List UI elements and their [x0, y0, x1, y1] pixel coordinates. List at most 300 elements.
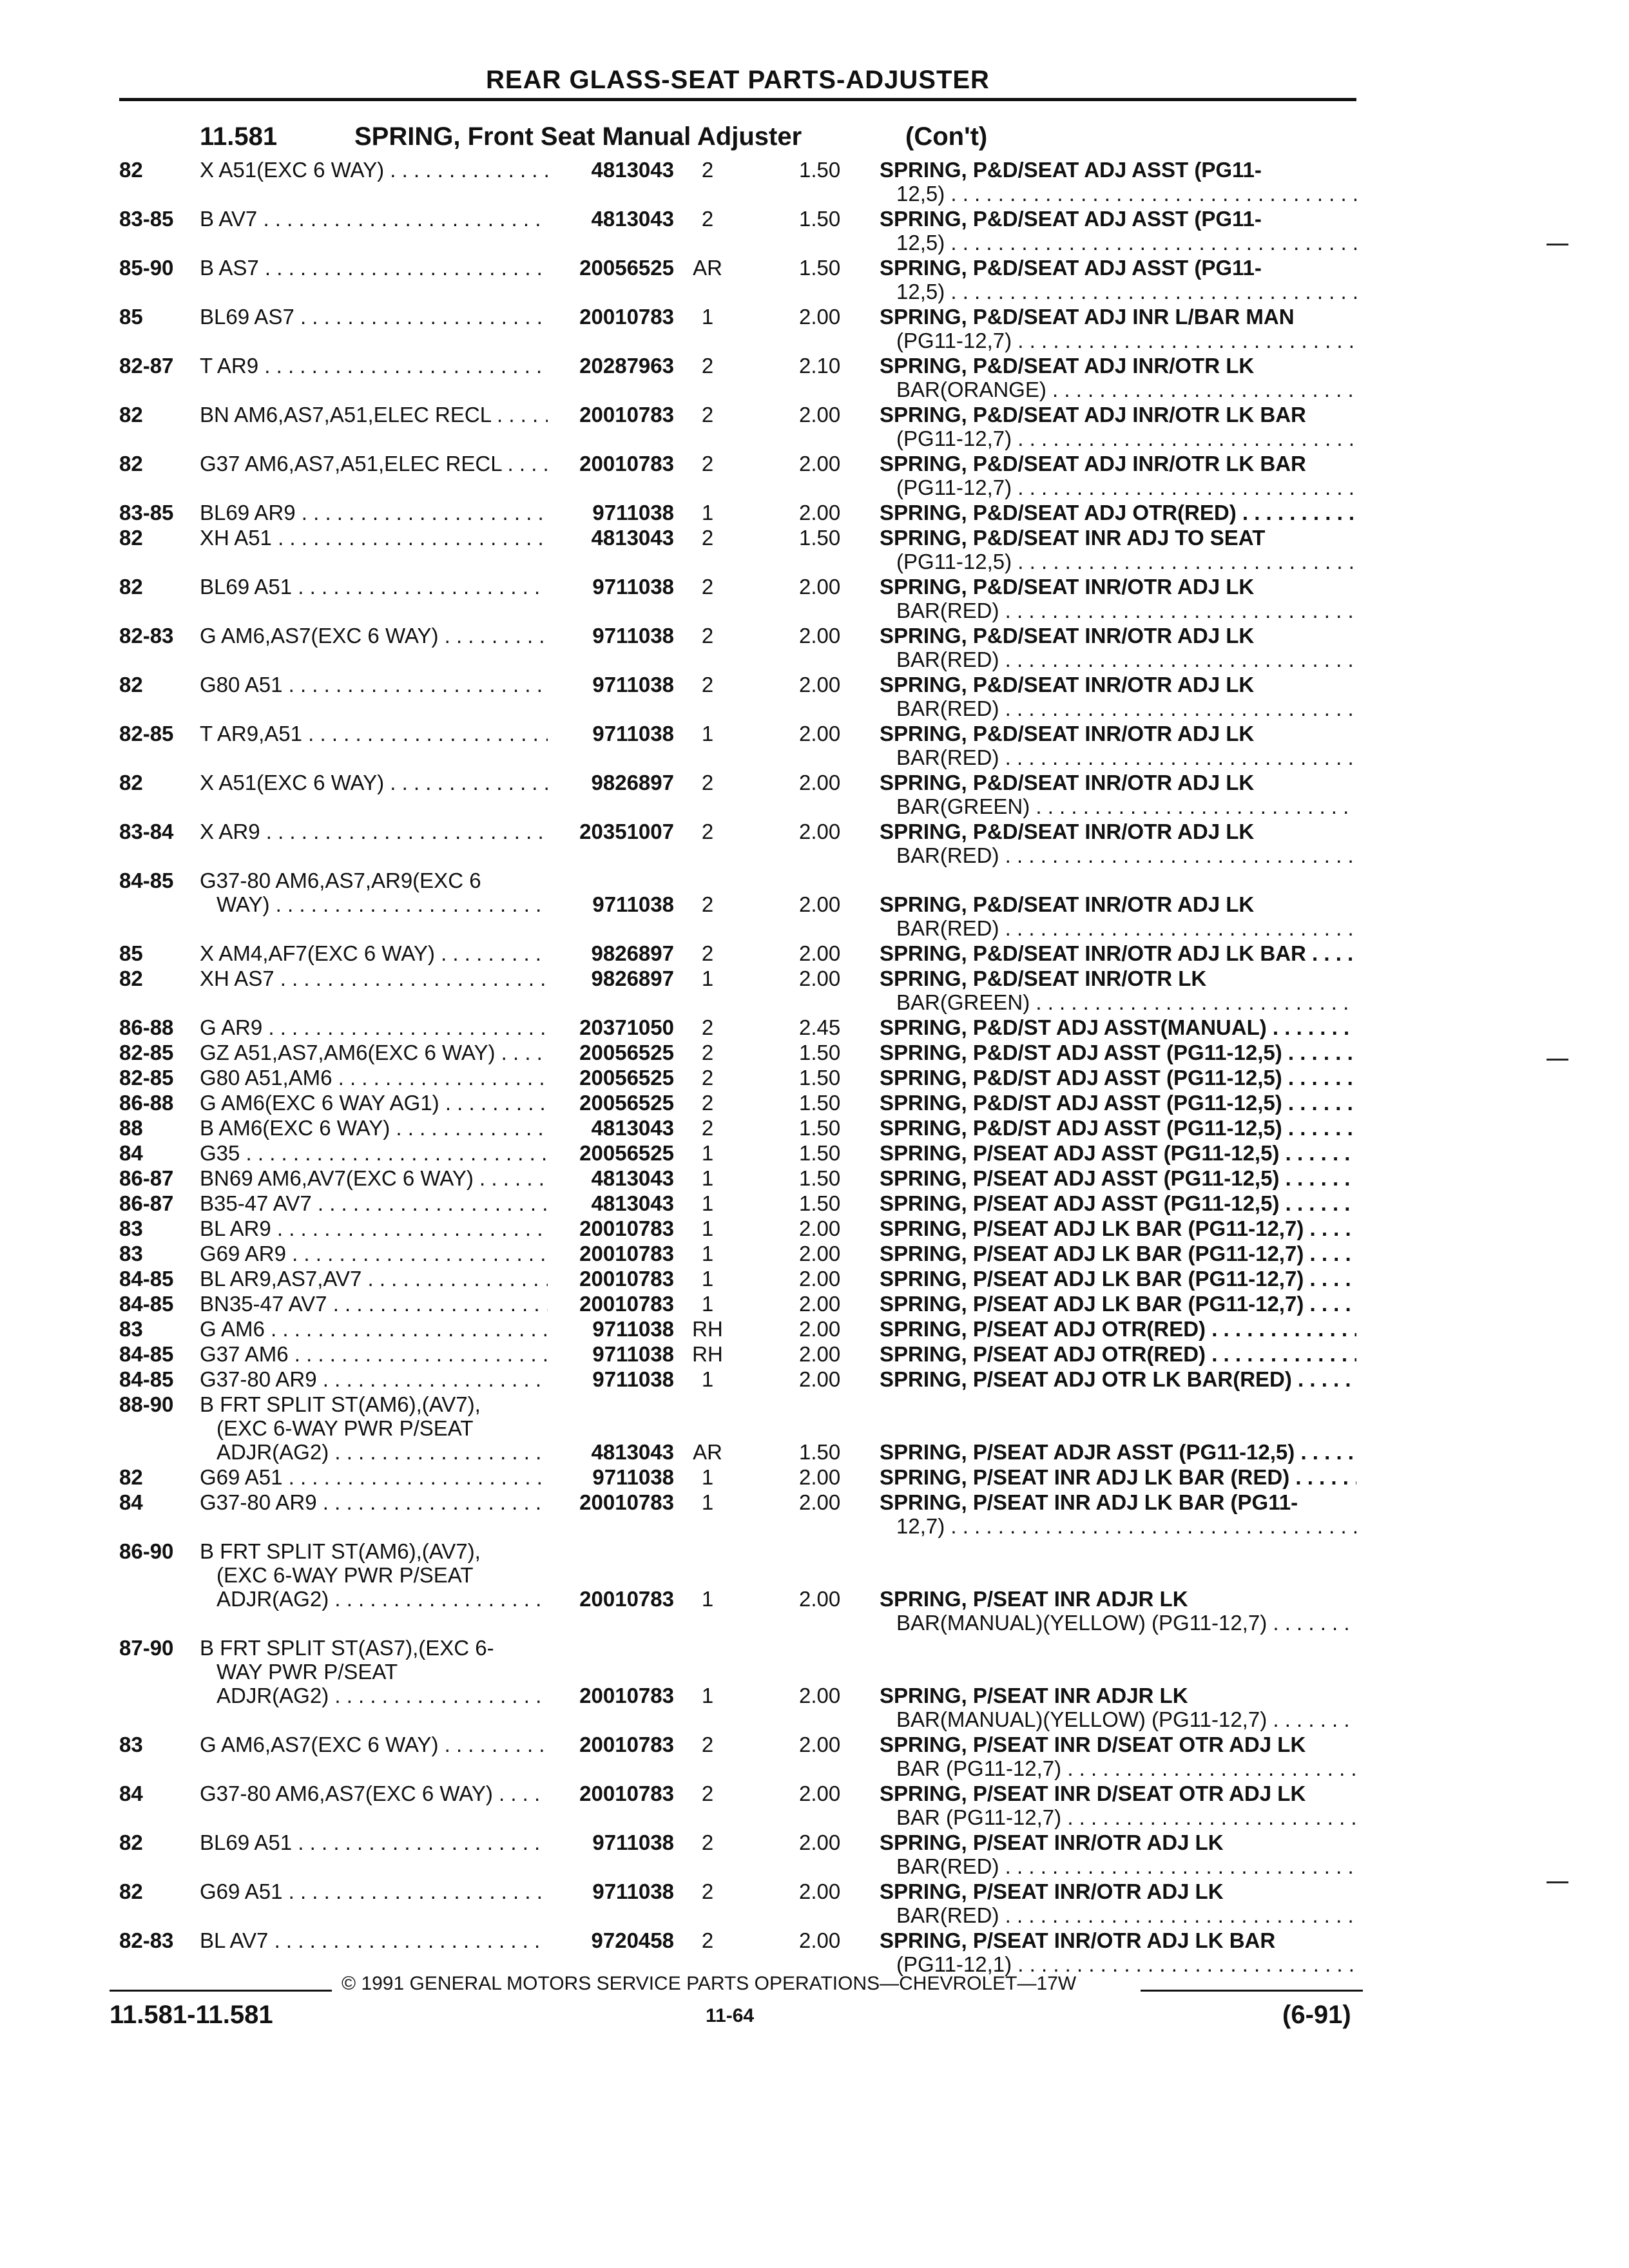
part-name-line: SPRING, P&D/SEAT ADJ INR/OTR LK BAR	[880, 403, 1306, 427]
part-name-line: SPRING, P/SEAT ADJ ASST (PG11-12,5) . . .	[880, 1166, 1356, 1190]
description-line: G37-80 AR9 . . .	[200, 1367, 548, 1391]
parts-row	[0, 1216, 1629, 1240]
quantity: 1	[701, 1367, 714, 1391]
description-line: WAY) . . .	[200, 892, 548, 916]
application-description	[200, 1831, 548, 1854]
parts-row	[0, 305, 1629, 352]
price: 1.50	[799, 158, 841, 182]
part-number: 20010783	[579, 1216, 674, 1240]
quantity: 1	[701, 966, 714, 990]
margin-mark	[1547, 244, 1568, 245]
part-number: 9711038	[592, 722, 674, 745]
parts-row	[0, 1317, 1629, 1341]
model-years: 82	[119, 673, 143, 697]
part-name-line: SPRING, P&D/SEAT INR/OTR ADJ LK	[880, 624, 1255, 648]
part-name-line: SPRING, P/SEAT INR D/SEAT OTR ADJ LK	[880, 1782, 1306, 1805]
application-description	[200, 1465, 548, 1489]
quantity: 2	[701, 1015, 714, 1039]
part-name-line: SPRING, P&D/SEAT ADJ ASST (PG11-	[880, 158, 1262, 182]
price: 2.00	[799, 966, 841, 990]
part-number: 4813043	[591, 1166, 674, 1190]
part-number: 20056525	[579, 256, 674, 280]
part-number: 20056525	[579, 1066, 674, 1090]
part-number: 20056525	[579, 1091, 674, 1115]
model-years: 87-90	[119, 1636, 174, 1660]
quantity: 2	[701, 452, 714, 476]
part-number: 9711038	[592, 1367, 674, 1391]
application-description	[200, 673, 548, 697]
part-number: 9711038	[592, 1831, 674, 1854]
quantity: 2	[701, 526, 714, 550]
description-line: G69 A51 . . .	[200, 1465, 548, 1489]
section-heading	[116, 122, 1360, 155]
application-description	[200, 966, 548, 990]
description-line: ADJR(AG2) . . .	[200, 1587, 548, 1611]
description-line: G AM6,AS7(EXC 6 WAY) . . .	[200, 1733, 548, 1756]
footer-date: (6-91)	[1282, 2001, 1351, 2029]
quantity: 1	[701, 501, 714, 524]
description-line: G69 AR9 . . .	[200, 1242, 548, 1265]
description-line: BL69 AR9 . . .	[200, 501, 548, 524]
quantity: 2	[701, 1879, 714, 1903]
part-name	[880, 1141, 1356, 1165]
part-name-line: (PG11-12,7) . . .	[880, 329, 1356, 352]
part-name	[880, 673, 1356, 720]
parts-row	[0, 1141, 1629, 1165]
application-description	[200, 624, 548, 648]
parts-row	[0, 1367, 1629, 1391]
part-number: 20010783	[579, 452, 674, 476]
price: 2.00	[799, 1317, 841, 1341]
description-line: G37 AM6,AS7,A51,ELEC RECL . . .	[200, 452, 548, 476]
description-line: G80 A51,AM6 . . .	[200, 1066, 548, 1090]
price: 2.00	[799, 1342, 841, 1366]
parts-row	[0, 1242, 1629, 1265]
quantity: 2	[701, 354, 714, 378]
quantity: 1	[701, 1166, 714, 1190]
application-description	[200, 305, 548, 329]
quantity: 1	[701, 1292, 714, 1316]
part-name-line: SPRING, P&D/SEAT INR ADJ TO SEAT	[880, 526, 1266, 550]
description-line: BL69 A51 . . .	[200, 575, 548, 599]
model-years: 82-85	[119, 722, 174, 745]
part-name-line: SPRING, P&D/ST ADJ ASST (PG11-12,5) . . .	[880, 1041, 1356, 1064]
part-name-line: SPRING, P/SEAT INR/OTR ADJ LK BAR	[880, 1928, 1276, 1952]
description-line: B35-47 AV7 . . .	[200, 1191, 548, 1215]
part-name-line: (PG11-12,7) . . .	[880, 427, 1356, 450]
application-description	[200, 1166, 548, 1190]
part-number: 9711038	[592, 1342, 674, 1366]
part-name-line: SPRING, P/SEAT INR ADJR LK	[880, 1587, 1188, 1611]
part-name-line: BAR(MANUAL)(YELLOW) (PG11-12,7) . . .	[880, 1707, 1356, 1731]
quantity: 2	[701, 1066, 714, 1090]
part-name-line: BAR (PG11-12,7) . . .	[880, 1756, 1356, 1780]
model-years: 82	[119, 452, 143, 476]
model-years: 85	[119, 305, 143, 329]
application-description	[200, 403, 548, 427]
part-name	[880, 1216, 1356, 1240]
description-line: WAY PWR P/SEAT	[217, 1660, 398, 1684]
parts-row	[0, 941, 1629, 965]
description-line: B AV7 . . .	[200, 207, 548, 231]
part-number: 9711038	[592, 1879, 674, 1903]
model-years: 83	[119, 1733, 143, 1756]
price: 2.00	[799, 452, 841, 476]
model-years: 82	[119, 1831, 143, 1854]
description-line: ADJR(AG2) . . .	[200, 1684, 548, 1707]
part-name-line: SPRING, P&D/SEAT ADJ ASST (PG11-	[880, 207, 1262, 231]
application-description	[200, 722, 548, 745]
part-number: 20010783	[579, 1242, 674, 1265]
part-name-line: SPRING, P&D/ST ADJ ASST (PG11-12,5) . . .	[880, 1091, 1356, 1115]
price: 1.50	[799, 526, 841, 550]
part-name-line: SPRING, P&D/SEAT ADJ INR L/BAR MAN	[880, 305, 1295, 329]
footer-section-range: 11.581-11.581	[110, 2001, 273, 2029]
description-line: BN AM6,AS7,A51,ELEC RECL . . .	[200, 403, 548, 427]
application-description	[200, 1342, 548, 1366]
price: 1.50	[799, 207, 841, 231]
price: 2.00	[799, 1831, 841, 1854]
price: 2.00	[799, 1928, 841, 1952]
part-number: 9826897	[591, 771, 674, 794]
description-line: X A51(EXC 6 WAY) . . .	[200, 158, 548, 182]
model-years: 85-90	[119, 256, 174, 280]
application-description	[200, 1242, 548, 1265]
application-description	[200, 1191, 548, 1215]
price: 2.00	[799, 941, 841, 965]
description-line: G37-80 AM6,AS7,AR9(EXC 6	[200, 869, 481, 892]
quantity: 2	[701, 158, 714, 182]
part-number: 4813043	[591, 158, 674, 182]
part-name	[880, 820, 1356, 867]
price: 2.00	[799, 673, 841, 697]
part-number: 9711038	[592, 892, 674, 916]
part-name-line: 12,5) . . .	[880, 182, 1356, 206]
price: 1.50	[799, 1166, 841, 1190]
application-description	[200, 1091, 548, 1115]
part-name-line: BAR (PG11-12,7) . . .	[880, 1805, 1356, 1829]
model-years: 88-90	[119, 1392, 174, 1416]
description-line: XH A51 . . .	[200, 526, 548, 550]
model-years: 82-83	[119, 1928, 174, 1952]
part-name-line: SPRING, P/SEAT INR ADJ LK BAR (RED) . . .	[880, 1465, 1356, 1489]
price: 2.00	[799, 1292, 841, 1316]
part-name	[880, 1831, 1356, 1878]
price: 2.00	[799, 1490, 841, 1514]
part-name-line: (PG11-12,1) . . .	[880, 1952, 1356, 1976]
part-name-line: BAR(RED) . . .	[880, 843, 1356, 867]
part-name	[880, 1041, 1356, 1064]
price: 1.50	[799, 1066, 841, 1090]
description-line: BL69 AS7 . . .	[200, 305, 548, 329]
model-years: 86-88	[119, 1015, 174, 1039]
description-line: BL AR9,AS7,AV7 . . .	[200, 1267, 548, 1291]
parts-row	[0, 1392, 1629, 1464]
quantity: 1	[701, 1684, 714, 1707]
part-name-line: SPRING, P/SEAT ADJ OTR LK BAR(RED) . . .	[880, 1367, 1356, 1391]
part-number: 20287963	[579, 354, 674, 378]
price: 2.00	[799, 624, 841, 648]
model-years: 82	[119, 575, 143, 599]
part-name-line: SPRING, P&D/SEAT INR/OTR LK	[880, 966, 1207, 990]
part-name-line: BAR(RED) . . .	[880, 916, 1356, 940]
part-name	[880, 575, 1356, 622]
description-line: X AR9 . . .	[200, 820, 548, 843]
part-name-line: SPRING, P/SEAT INR D/SEAT OTR ADJ LK	[880, 1733, 1306, 1756]
part-name	[880, 1317, 1356, 1341]
model-years: 82-83	[119, 624, 174, 648]
quantity: 1	[701, 1490, 714, 1514]
part-name	[880, 1242, 1356, 1265]
parts-row	[0, 1267, 1629, 1291]
parts-row	[0, 1636, 1629, 1731]
parts-row	[0, 869, 1629, 940]
part-name	[880, 1166, 1356, 1190]
part-name	[880, 1733, 1356, 1780]
price: 2.00	[799, 1879, 841, 1903]
part-name	[880, 1342, 1356, 1366]
application-description	[200, 1116, 548, 1140]
part-number: 20010783	[579, 1684, 674, 1707]
price: 1.50	[799, 1440, 841, 1464]
page-header: REAR GLASS-SEAT PARTS-ADJUSTER	[486, 66, 990, 94]
parts-row	[0, 403, 1629, 450]
quantity: 1	[701, 1465, 714, 1489]
parts-row	[0, 1292, 1629, 1316]
header-rule	[119, 98, 1356, 101]
application-description	[200, 452, 548, 476]
part-name	[880, 1490, 1356, 1538]
model-years: 83-84	[119, 820, 174, 843]
parts-row	[0, 820, 1629, 867]
part-name	[880, 1782, 1356, 1829]
description-line: B FRT SPLIT ST(AS7),(EXC 6-	[200, 1636, 494, 1660]
description-line: GZ A51,AS7,AM6(EXC 6 WAY) . . .	[200, 1041, 548, 1064]
part-number: 4813043	[591, 1191, 674, 1215]
section-title: SPRING, Front Seat Manual Adjuster	[354, 122, 802, 151]
description-line: X AM4,AF7(EXC 6 WAY) . . .	[200, 941, 548, 965]
part-number: 4813043	[591, 207, 674, 231]
price: 2.00	[799, 1367, 841, 1391]
application-description	[200, 1041, 548, 1064]
part-name-line: BAR(ORANGE) . . .	[880, 378, 1356, 401]
part-number: 20056525	[579, 1041, 674, 1064]
quantity: 2	[701, 624, 714, 648]
quantity: 1	[701, 1267, 714, 1291]
price: 1.50	[799, 256, 841, 280]
parts-row	[0, 1928, 1629, 1976]
parts-row	[0, 1116, 1629, 1140]
part-name	[880, 452, 1356, 499]
part-name	[880, 305, 1356, 352]
model-years: 83-85	[119, 501, 174, 524]
parts-row	[0, 966, 1629, 1014]
quantity: AR	[693, 256, 722, 280]
model-years: 82	[119, 526, 143, 550]
part-name-line: SPRING, P&D/SEAT INR/OTR ADJ LK BAR . . .	[880, 941, 1356, 965]
price: 2.00	[799, 403, 841, 427]
application-description	[200, 1539, 548, 1611]
price: 2.00	[799, 575, 841, 599]
price: 2.00	[799, 1782, 841, 1805]
application-description	[200, 158, 548, 182]
margin-mark	[1547, 1059, 1568, 1061]
part-name-line: SPRING, P/SEAT INR/OTR ADJ LK	[880, 1879, 1224, 1903]
description-line: G AM6 . . .	[200, 1317, 548, 1341]
model-years: 83	[119, 1216, 143, 1240]
price: 2.00	[799, 771, 841, 794]
quantity: 2	[701, 575, 714, 599]
price: 2.45	[799, 1015, 841, 1039]
parts-row	[0, 1342, 1629, 1366]
application-description	[200, 771, 548, 794]
part-name-line: SPRING, P/SEAT INR/OTR ADJ LK	[880, 1831, 1224, 1854]
part-name-line: 12,7) . . .	[880, 1514, 1356, 1538]
price: 2.00	[799, 1267, 841, 1291]
part-number: 20010783	[579, 1587, 674, 1611]
quantity: RH	[692, 1317, 723, 1341]
quantity: 2	[701, 1928, 714, 1952]
description-line: G37-80 AM6,AS7(EXC 6 WAY) . . .	[200, 1782, 548, 1805]
part-number: 9711038	[592, 1465, 674, 1489]
description-line: X A51(EXC 6 WAY) . . .	[200, 771, 548, 794]
application-description	[200, 1317, 548, 1341]
description-line: BL69 A51 . . .	[200, 1831, 548, 1854]
parts-row	[0, 624, 1629, 671]
part-name-line: SPRING, P&D/SEAT INR/OTR ADJ LK	[880, 820, 1255, 843]
part-name	[880, 1587, 1356, 1635]
parts-row	[0, 575, 1629, 622]
price: 1.50	[799, 1191, 841, 1215]
part-name-line: BAR(RED) . . .	[880, 697, 1356, 720]
model-years: 84-85	[119, 869, 174, 892]
application-description	[200, 1267, 548, 1291]
part-name	[880, 1066, 1356, 1090]
parts-row	[0, 1066, 1629, 1090]
part-name	[880, 1928, 1356, 1976]
part-name	[880, 722, 1356, 769]
part-name	[880, 771, 1356, 818]
description-line: BN69 AM6,AV7(EXC 6 WAY) . . .	[200, 1166, 548, 1190]
part-number: 9711038	[592, 575, 674, 599]
quantity: 2	[701, 1116, 714, 1140]
application-description	[200, 1015, 548, 1039]
parts-row	[0, 1782, 1629, 1829]
model-years: 86-90	[119, 1539, 174, 1563]
price: 2.00	[799, 820, 841, 843]
price: 1.50	[799, 1116, 841, 1140]
quantity: 2	[701, 1733, 714, 1756]
model-years: 82-87	[119, 354, 174, 378]
model-years: 82	[119, 1879, 143, 1903]
quantity: 1	[701, 1242, 714, 1265]
section-number: 11.581	[200, 122, 278, 151]
part-number: 20056525	[579, 1141, 674, 1165]
model-years: 82	[119, 403, 143, 427]
quantity: 2	[701, 941, 714, 965]
part-name-line: BAR(RED) . . .	[880, 648, 1356, 671]
parts-row	[0, 1015, 1629, 1039]
model-years: 84-85	[119, 1342, 174, 1366]
model-years: 86-87	[119, 1191, 174, 1215]
part-name-line: SPRING, P/SEAT INR ADJ LK BAR (PG11-	[880, 1490, 1298, 1514]
part-name	[880, 354, 1356, 401]
part-name-line: SPRING, P&D/SEAT INR/OTR ADJ LK	[880, 575, 1255, 599]
application-description	[200, 575, 548, 599]
application-description	[200, 869, 548, 916]
part-name	[880, 1116, 1356, 1140]
description-line: (EXC 6-WAY PWR P/SEAT	[217, 1416, 474, 1440]
part-name-line: BAR(GREEN) . . .	[880, 794, 1356, 818]
quantity: AR	[693, 1440, 722, 1464]
part-name	[880, 966, 1356, 1014]
quantity: 1	[701, 722, 714, 745]
description-line: BL AR9 . . .	[200, 1216, 548, 1240]
part-name-line: BAR(RED) . . .	[880, 1903, 1356, 1927]
part-name-line: SPRING, P&D/SEAT ADJ OTR(RED) . . .	[880, 501, 1356, 524]
price: 2.00	[799, 1684, 841, 1707]
quantity: 1	[701, 1216, 714, 1240]
parts-row	[0, 501, 1629, 524]
part-name-line: SPRING, P&D/SEAT INR/OTR ADJ LK	[880, 673, 1255, 697]
part-name	[880, 1879, 1356, 1927]
description-line: G80 A51 . . .	[200, 673, 548, 697]
part-name-line: SPRING, P/SEAT ADJ LK BAR (PG11-12,7) . . .	[880, 1216, 1356, 1240]
price: 2.00	[799, 1465, 841, 1489]
part-name-line: SPRING, P/SEAT INR ADJR LK	[880, 1684, 1188, 1707]
part-number: 20010783	[579, 1267, 674, 1291]
application-description	[200, 1636, 548, 1707]
part-name-line: BAR(RED) . . .	[880, 1854, 1356, 1878]
model-years: 84-85	[119, 1292, 174, 1316]
part-name-line: SPRING, P/SEAT ADJ OTR(RED) . . .	[880, 1342, 1356, 1366]
quantity: 2	[701, 1831, 714, 1854]
application-description	[200, 1292, 548, 1316]
parts-row	[0, 1490, 1629, 1538]
parts-row	[0, 673, 1629, 720]
application-description	[200, 1367, 548, 1391]
part-name-line: SPRING, P&D/SEAT INR/OTR ADJ LK	[880, 722, 1255, 745]
part-number: 4813043	[591, 1440, 674, 1464]
price: 2.00	[799, 892, 841, 916]
part-number: 20010783	[579, 1490, 674, 1514]
part-name	[880, 1267, 1356, 1291]
part-number: 20010783	[579, 1782, 674, 1805]
part-name-line: 12,5) . . .	[880, 231, 1356, 255]
application-description	[200, 1141, 548, 1165]
model-years: 83-85	[119, 207, 174, 231]
quantity: 2	[701, 207, 714, 231]
part-name-line: BAR(MANUAL)(YELLOW) (PG11-12,7) . . .	[880, 1611, 1356, 1635]
description-line: XH AS7 . . .	[200, 966, 548, 990]
parts-row	[0, 1091, 1629, 1115]
part-name	[880, 1015, 1356, 1039]
parts-row	[0, 771, 1629, 818]
parts-row	[0, 1465, 1629, 1489]
model-years: 85	[119, 941, 143, 965]
footer-page-number: 11-64	[706, 2005, 755, 2026]
part-number: 20010783	[579, 1733, 674, 1756]
model-years: 82	[119, 771, 143, 794]
quantity: 2	[701, 820, 714, 843]
part-number: 9826897	[591, 966, 674, 990]
price: 2.00	[799, 722, 841, 745]
parts-row	[0, 1879, 1629, 1927]
part-number: 20351007	[579, 820, 674, 843]
quantity: 2	[701, 403, 714, 427]
part-name	[880, 941, 1356, 965]
application-description	[200, 354, 548, 378]
